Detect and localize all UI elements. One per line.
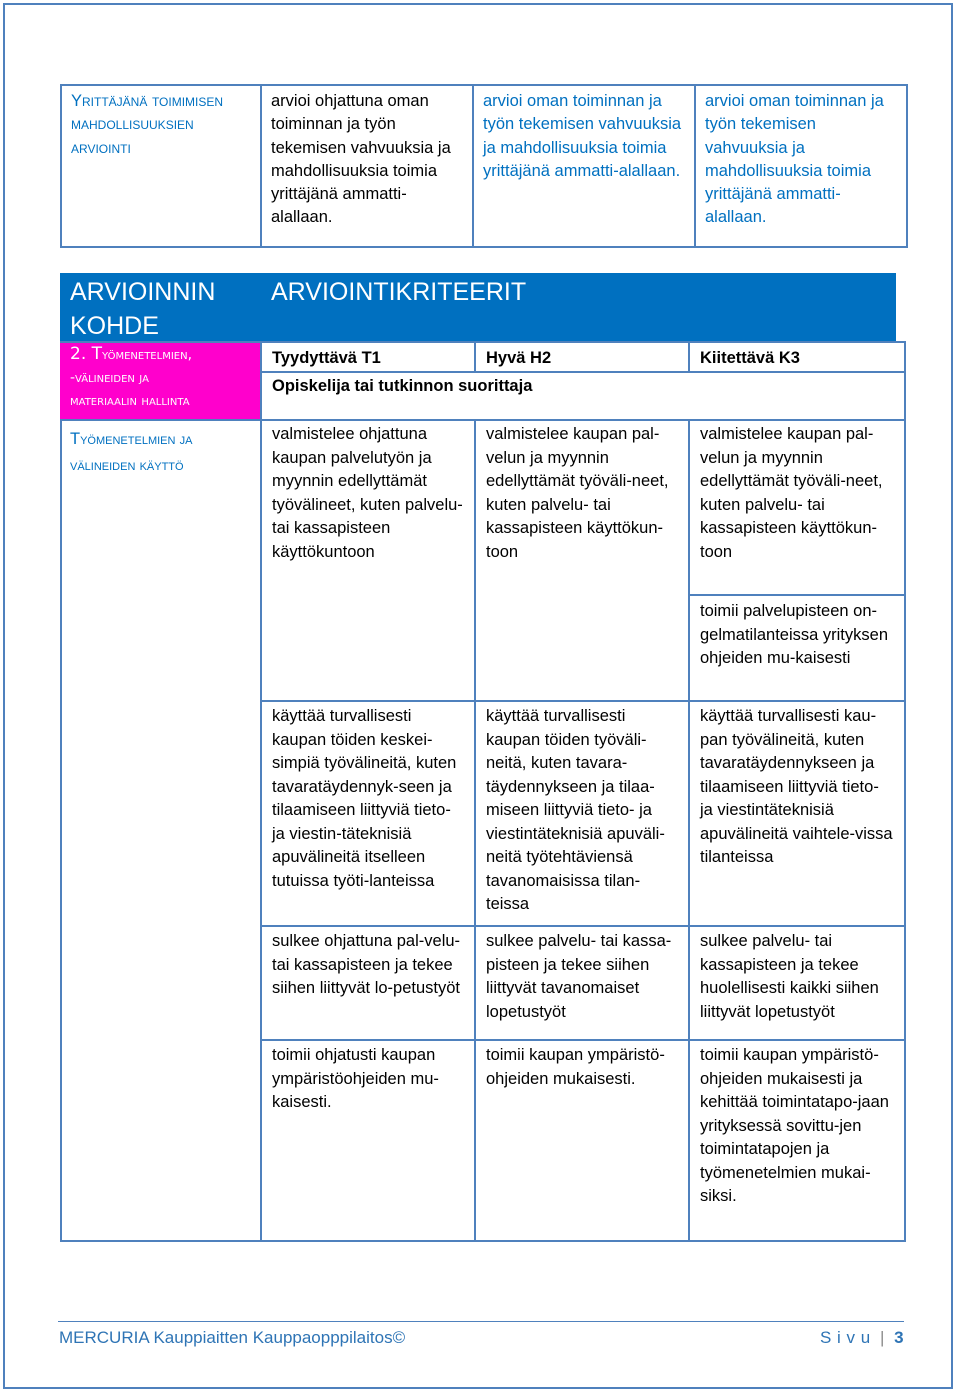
grid-line xyxy=(60,419,62,1242)
row5-h2: toimii kaupan ympäristö-ohjeiden mukaisesti. xyxy=(486,1046,665,1088)
grid-line xyxy=(60,341,906,343)
grid-line xyxy=(260,700,906,702)
section-label: 2. Työmenetelmien, -välineiden ja materiaalin hallinta xyxy=(60,341,260,419)
entrepreneurship-label: Yrittäjänä toimimisen mahdollisuuksien arviointi xyxy=(61,85,261,247)
row1-t1: valmistelee ohjattuna kaupan palvelutyön ja myynnin edellyttämät työvälineet, kuten palvelu- tai kassapisteen käyttökuntoon xyxy=(272,425,463,561)
criteria-header: ARVIOINTIKRITEERIT xyxy=(260,273,906,341)
row2-k3: toimii palvelupisteen on-gelmatilanteissa yrityksen ohjeiden mu-kaisesti xyxy=(700,602,888,667)
row3-t1: käyttää turvallisesti kaupan töiden keskei-simpiä työvälineitä, kuten tavaratäydennyk-seen ja tilaamiseen liittyviä tieto- ja viestin-täteknisiä apuvälineitä itselleen tutuissa työti-lanteissa xyxy=(272,707,457,890)
entrepreneurship-h2: arvioi oman toiminnan ja työn tekemisen vahvuuksia ja mahdollisuuksia toimia yrittäjänä ammatti-alallaan. xyxy=(473,85,695,247)
grid-line xyxy=(260,371,906,373)
entrepreneurship-table xyxy=(60,84,908,248)
row4-t1: sulkee ohjattuna pal-velu- tai kassapisteen ja tekee siihen liittyvät lo-petustyöt xyxy=(272,932,461,997)
row3-h2: käyttää turvallisesti kaupan töiden työväli-neitä, kuten tavara-täydennykseen ja tilaa-miseen liittyviä tieto- ja viestintäteknisiä apuväli-neitä työtehtäviensä tavanomaisissa tilan-teissa xyxy=(486,707,665,913)
level-h2: Hyvä H2 xyxy=(486,349,552,367)
grid-line xyxy=(260,1039,906,1041)
grid-line xyxy=(260,925,906,927)
footer-school: MERCURIA Kauppiaitten Kauppaopppilaitos© xyxy=(59,1328,406,1347)
row1-h2: valmistelee kaupan pal-velun ja myynnin edellyttämät työväli-neet, kuten palvelu- tai kassapisteen käyttökun-toon xyxy=(486,425,669,561)
grid-line xyxy=(474,341,476,373)
student-header: Opiskelija tai tutkinnon suorittaja xyxy=(272,377,533,395)
level-t1: Tyydyttävä T1 xyxy=(272,349,381,367)
grid-line xyxy=(690,594,906,596)
row1-k3: valmistelee kaupan pal-velun ja myynnin edellyttämät työväli-neet, kuten palvelu- tai kassapisteen käyttökun-toon xyxy=(700,425,883,561)
entrepreneurship-t1: arvioi ohjattuna oman toiminnan ja työn tekemisen vahvuuksia ja mahdollisuuksia toimia yrittäjänä ammatti-alallaan. xyxy=(261,85,473,247)
target-label: Työmenetelmien ja välineiden käyttö xyxy=(70,430,193,474)
footer-rule xyxy=(58,1321,904,1322)
row3-k3: käyttää turvallisesti kau-pan työvälineitä, kuten tavaratäydennykseen ja tilaamiseen liittyviä tieto- ja viestintäteknisiä apuvälineitä vaihtele-vissa tilanteissa xyxy=(700,707,893,866)
header-gap xyxy=(896,273,906,341)
level-k3: Kiitettävä K3 xyxy=(700,349,800,367)
row4-h2: sulkee palvelu- tai kassa-pisteen ja tekee siihen liittyvät tavanomaiset lopetustyöt xyxy=(486,932,672,1021)
grid-line xyxy=(60,1240,906,1242)
row5-t1: toimii ohjatusti kaupan ympäristöohjeiden mu-kaisesti. xyxy=(272,1046,439,1111)
row4-k3: sulkee palvelu- tai kassapisteen ja tekee huolellisesti kaikki siihen liittyvät lopetustyöt xyxy=(700,932,879,1021)
footer-page: S i v u | 3 xyxy=(820,1328,905,1347)
grid-line xyxy=(688,341,690,373)
object-header: ARVIOINNIN KOHDE xyxy=(60,273,260,341)
entrepreneurship-k3: arvioi oman toiminnan ja työn tekemisen vahvuuksia ja mahdollisuuksia toimia yrittäjänä ammatti-alallaan. xyxy=(695,85,907,247)
row5-k3: toimii kaupan ympäristö-ohjeiden mukaisesti ja kehittää toimintatapo-jaan yrityksessä sovittu-jen toimintatapojen ja työmenetelmien mukai-siksi. xyxy=(700,1046,889,1205)
grid-line xyxy=(60,419,906,421)
grid-line xyxy=(904,341,906,1242)
